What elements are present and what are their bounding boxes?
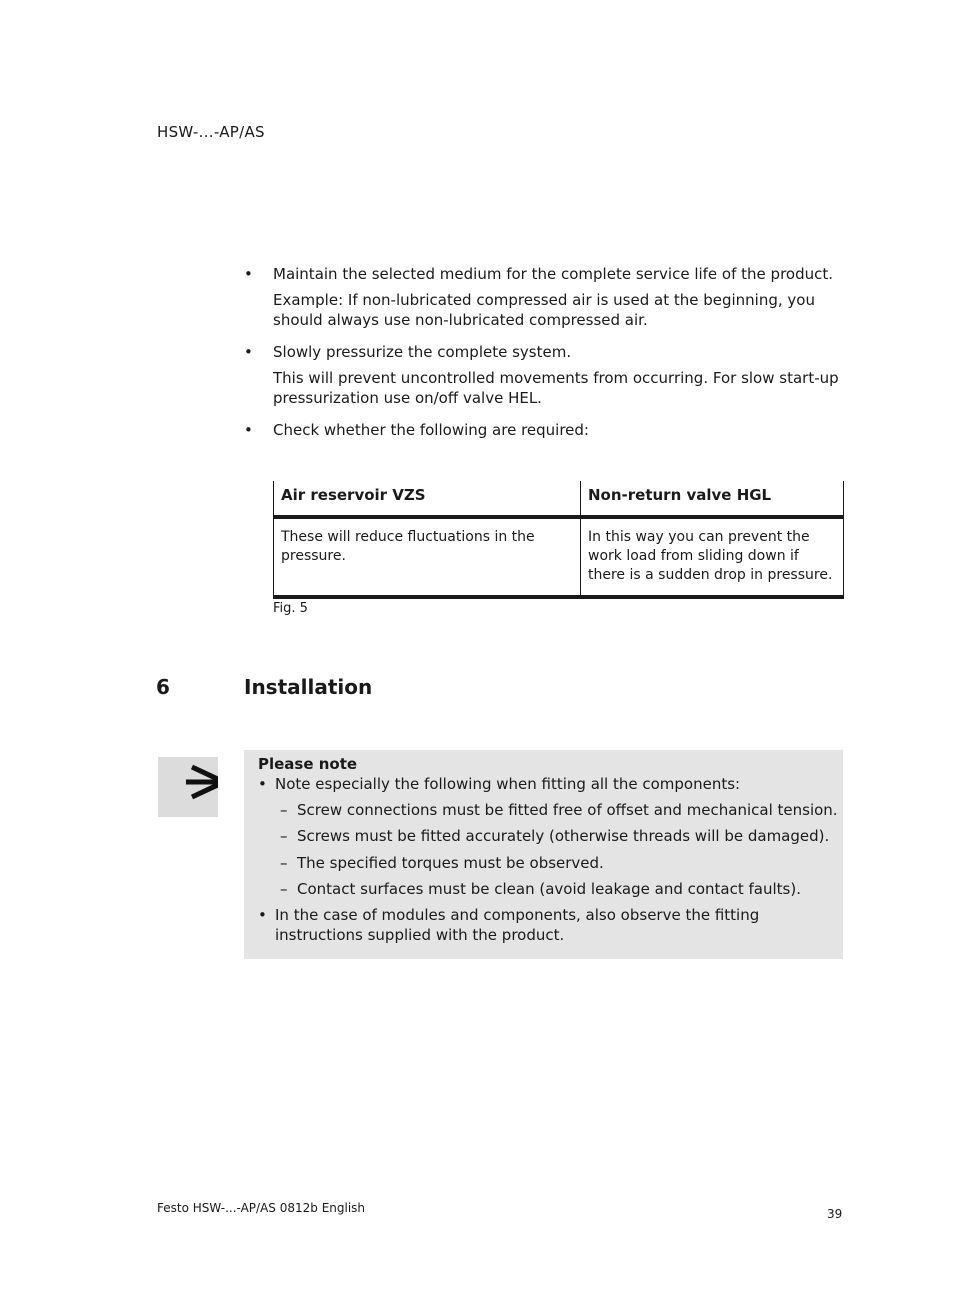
cell-air-reservoir: These will reduce fluctuations in the pressure. (274, 517, 581, 597)
bullet-icon: • (244, 421, 253, 439)
dash-icon: – (280, 827, 288, 845)
section-number: 6 (156, 675, 170, 699)
bullet-icon: • (258, 775, 267, 793)
list-item-text: Check whether the following are required: (273, 421, 589, 439)
section-title: Installation (244, 675, 373, 699)
requirements-list (244, 264, 844, 452)
note-bullet-text: In the case of modules and components, also observe the fitting instructions supplied with the product. (275, 906, 760, 944)
footer-document-id: Festo HSW-...-AP/AS 0812b English (157, 1201, 366, 1215)
list-item-text: Slowly pressurize the complete system. (273, 343, 572, 361)
note-title: Please note (258, 755, 358, 773)
note-dash-text: The specified torques must be observed. (297, 854, 604, 872)
page-number: 39 (827, 1207, 843, 1221)
list-item-detail: This will prevent uncontrolled movements from occurring. For slow start-up pressurization use on/off valve HEL. (273, 369, 839, 407)
note-arrow-box (158, 757, 218, 817)
list-item-detail: Example: If non-lubricated compressed air is used at the beginning, you should always use non-lubricated compressed air. (273, 291, 815, 329)
dash-icon: – (280, 880, 288, 898)
list-item (244, 342, 844, 408)
note-bullet-text: Note especially the following when fitting all the components: (275, 775, 741, 793)
header-non-return-valve: Non-return valve HGL (581, 481, 844, 517)
components-table (273, 481, 844, 599)
header-air-reservoir: Air reservoir VZS (274, 481, 581, 517)
please-note-box (244, 750, 843, 959)
note-dash-text: Screws must be fitted accurately (otherwise threads will be damaged). (297, 827, 830, 845)
bullet-icon: • (258, 906, 267, 924)
dash-icon: – (280, 854, 288, 872)
list-item (244, 264, 844, 330)
cell-non-return-valve: In this way you can prevent the work load from sliding down if there is a sudden drop in pressure. (581, 517, 844, 597)
table-header-row (274, 481, 844, 517)
dash-icon: – (280, 801, 288, 819)
running-header: HSW-...-AP/AS (157, 123, 265, 141)
bullet-icon: • (244, 343, 253, 361)
note-dash-text: Screw connections must be fitted free of offset and mechanical tension. (297, 801, 838, 819)
note-dash-text: Contact surfaces must be clean (avoid leakage and contact faults). (297, 880, 801, 898)
figure-caption: Fig. 5 (273, 601, 308, 616)
list-item (244, 420, 844, 440)
arrow-right-icon (158, 757, 218, 817)
bullet-icon: • (244, 265, 253, 283)
list-item-text: Maintain the selected medium for the complete service life of the product. (273, 265, 834, 283)
table-row (274, 517, 844, 597)
